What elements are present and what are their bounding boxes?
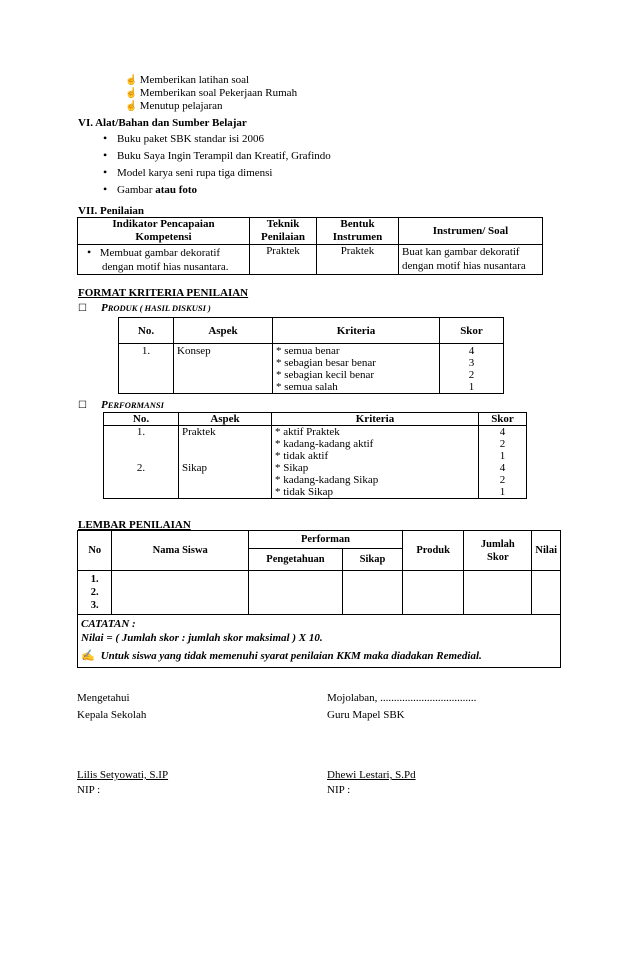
section-6-list: [103, 132, 331, 197]
cell-nilai: [532, 571, 561, 615]
header-teknik: Teknik Penilaian: [250, 218, 317, 245]
table-header-row: [78, 218, 543, 245]
header-kriteria: Kriteria: [272, 413, 479, 426]
pointing-hand-icon: ☝: [125, 88, 138, 99]
cell-kriteria: * aktif Praktek * kadang-kadang aktif * tidak aktif * Sikap * kadang-kadang Sikap * tidak Sikap: [272, 426, 479, 499]
pointing-hand-icon: ☝: [125, 101, 138, 112]
header-nama: Nama Siswa: [112, 531, 248, 571]
header-bentuk: Bentuk Instrumen: [317, 218, 399, 245]
item-text: Buku paket SBK standar isi 2006: [117, 133, 264, 145]
header-nilai: Nilai: [532, 531, 561, 571]
table-row: [78, 571, 561, 615]
sign-left-line2: Kepala Sekolah: [77, 709, 147, 721]
bullet-icon: •: [103, 148, 108, 162]
cell-aspek: Praktek Sikap: [179, 426, 272, 499]
sign-right-line1: Mojolaban, ...................................: [327, 692, 477, 704]
catatan-formula: Nilai = ( Jumlah skor : jumlah skor maksimal ) X 10.: [81, 632, 323, 644]
header-instrumen: Instrumen/ Soal: [399, 218, 543, 245]
square-bullet-icon: ☐: [78, 400, 87, 411]
section-6-title: VI. Alat/Bahan dan Sumber Belajar: [78, 117, 247, 129]
header-performan: Performan: [248, 531, 402, 549]
header-pengetahuan: Pengetahuan: [248, 549, 342, 571]
header-no: No.: [104, 413, 179, 426]
list-item: [125, 87, 297, 100]
penilaian-table: [77, 217, 543, 275]
catatan-title: CATATAN :: [81, 618, 136, 630]
cell-sikap: [342, 571, 402, 615]
signature-right: [327, 690, 476, 724]
list-item: [103, 183, 331, 197]
item-text: Model karya seni rupa tiga dimensi: [117, 167, 273, 179]
signature-left-name: [77, 768, 168, 798]
header-produk: Produk: [403, 531, 464, 571]
format-title: FORMAT KRITERIA PENILAIAN: [78, 287, 249, 299]
cell-skor: 4 2 1 4 2 1: [479, 426, 527, 499]
item-text: Gambar: [117, 184, 156, 196]
cell-no: 1. 2. 3.: [78, 571, 112, 615]
table-row: [104, 426, 527, 499]
table-header-row: [119, 318, 504, 344]
header-kriteria: Kriteria: [273, 318, 440, 344]
square-bullet-icon: ☐: [78, 303, 87, 314]
cell-instrumen: Buat kan gambar dekoratif dengan motif hias nusantara: [399, 245, 543, 275]
performansi-label: ☐ PERFORMANSI: [78, 399, 164, 411]
signature-right-name: [327, 768, 416, 798]
header-skor: Skor: [479, 413, 527, 426]
produk-label: ☐ PRODUK ( HASIL DISKUSI ): [78, 302, 211, 314]
cell-skor: 4 3 2 1: [440, 344, 504, 394]
cell-kriteria: * semua benar * sebagian besar benar * sebagian kecil benar * semua salah: [273, 344, 440, 394]
sign-right-line2: Guru Mapel SBK: [327, 709, 405, 721]
guru-name: Dhewi Lestari, S.Pd: [327, 769, 416, 781]
table-header-row: [104, 413, 527, 426]
cell-no: 1.: [119, 344, 174, 394]
bullet-icon: •: [87, 245, 92, 259]
cell-indikator: • Membuat gambar dekoratif dengan motif hias nusantara.: [78, 245, 250, 275]
activity-text: Memberikan soal Pekerjaan Rumah: [139, 87, 298, 99]
activity-list: [125, 74, 297, 113]
list-item: [125, 74, 297, 87]
list-item: [103, 166, 331, 180]
produk-table: [118, 317, 504, 394]
kepala-sekolah-name: Lilis Setyowati, S.IP: [77, 769, 169, 781]
bullet-icon: •: [103, 131, 108, 145]
lembar-table: [77, 530, 561, 615]
signature-left: [77, 690, 146, 724]
table-header-row: [78, 531, 561, 549]
list-item: [103, 132, 331, 146]
cell-jumlah: [464, 571, 532, 615]
guru-nip: NIP :: [327, 784, 351, 796]
cell-teknik: Praktek: [250, 245, 317, 275]
performansi-table: [103, 412, 527, 499]
list-item: [125, 100, 297, 113]
bullet-icon: •: [103, 182, 108, 196]
cell-bentuk: Praktek: [317, 245, 399, 275]
header-indikator: Indikator Pencapaian Kompetensi: [78, 218, 250, 245]
section-7-title: VII. Penilaian: [78, 205, 145, 217]
header-jumlah: Jumlah Skor: [464, 531, 532, 571]
activity-text: Memberikan latihan soal: [139, 74, 250, 86]
header-no: No.: [119, 318, 174, 344]
catatan-box: [77, 615, 561, 668]
pointing-hand-icon: ☝: [125, 75, 138, 86]
lembar-title: LEMBAR PENILAIAN: [78, 519, 191, 531]
header-no: No: [78, 531, 112, 571]
activity-text: Menutup pelajaran: [139, 100, 223, 112]
cell-aspek: Konsep: [174, 344, 273, 394]
header-sikap: Sikap: [342, 549, 402, 571]
catatan-remedial: ✍ Untuk siswa yang tidak memenuhi syarat penilaian KKM maka diadakan Remedial.: [81, 650, 482, 662]
table-row: [78, 245, 543, 275]
header-skor: Skor: [440, 318, 504, 344]
writing-hand-icon: ✍: [81, 650, 95, 662]
item-text: Buku Saya Ingin Terampil dan Kreatif, Grafindo: [117, 150, 331, 162]
header-aspek: Aspek: [179, 413, 272, 426]
kepala-sekolah-nip: NIP :: [77, 784, 101, 796]
item-text-bold: atau foto: [155, 184, 198, 196]
list-item: [103, 149, 331, 163]
header-aspek: Aspek: [174, 318, 273, 344]
cell-no: 1. 2.: [104, 426, 179, 499]
sign-left-line1: Mengetahui: [77, 692, 130, 704]
cell-produk: [403, 571, 464, 615]
cell-nama: [112, 571, 248, 615]
cell-pengetahuan: [248, 571, 342, 615]
bullet-icon: •: [103, 165, 108, 179]
table-row: [119, 344, 504, 394]
